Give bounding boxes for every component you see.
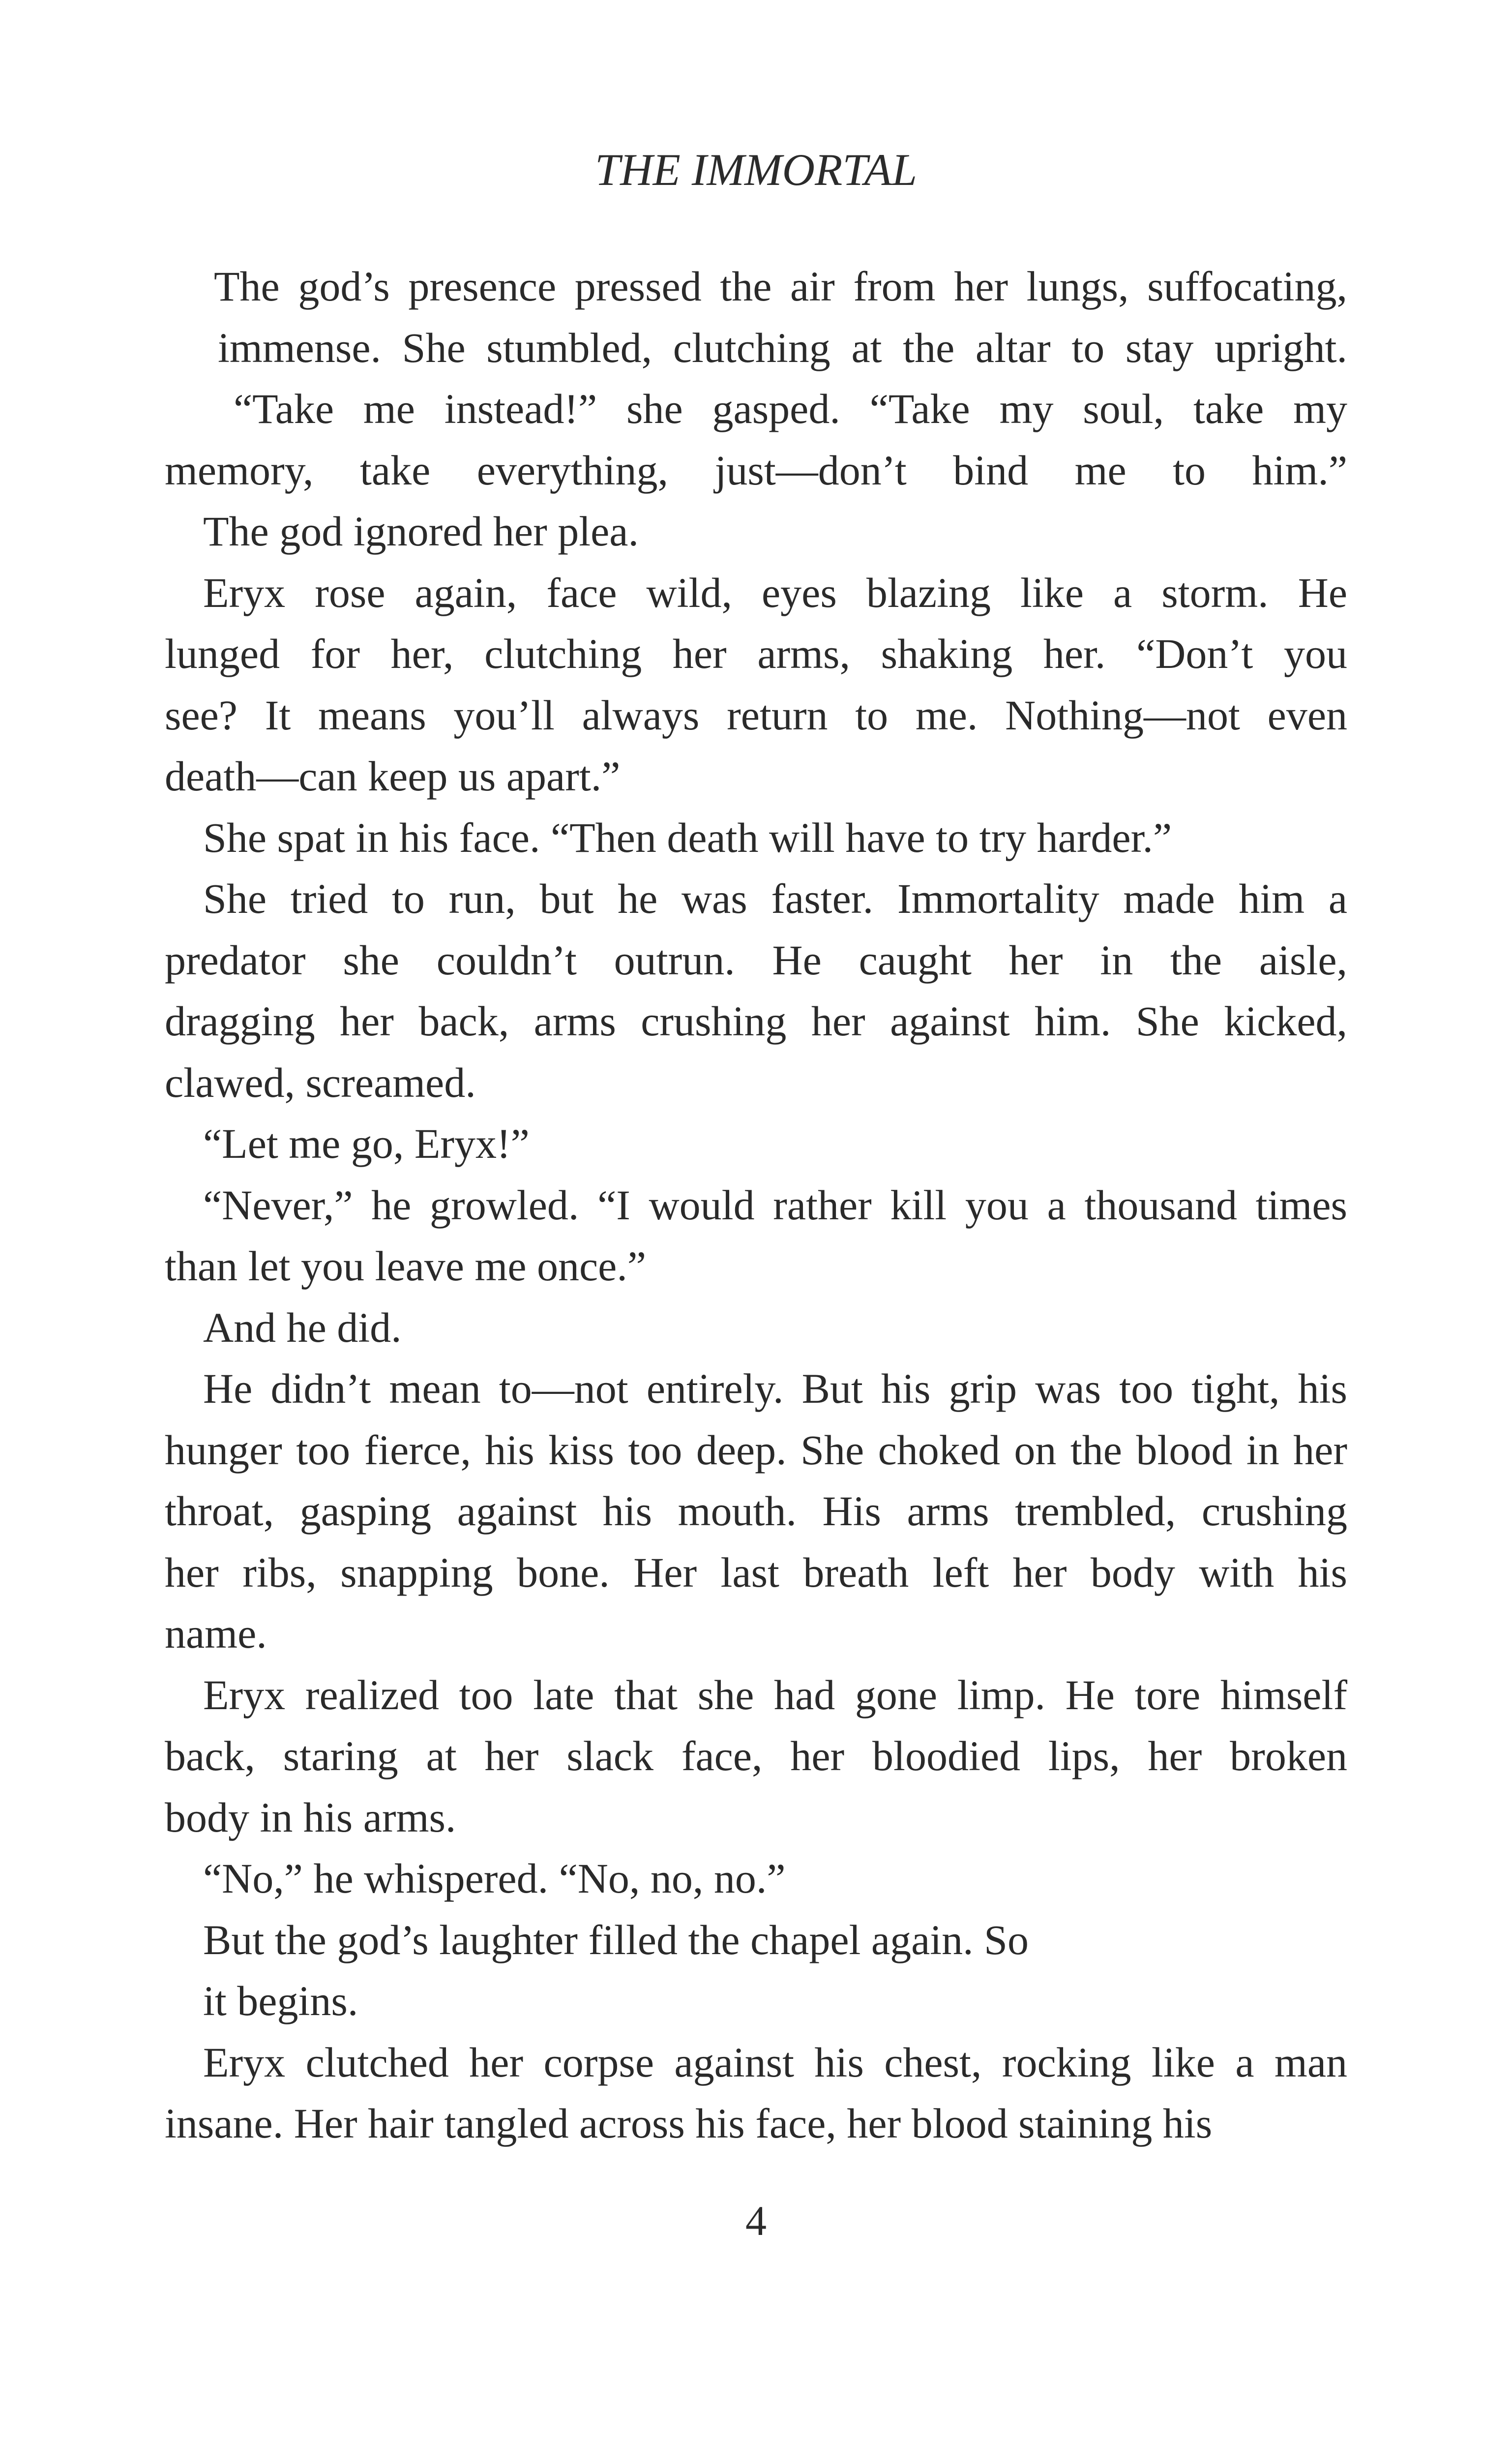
text-line-24: Eryx realized too late that she had gone limp. He tore himself	[203, 1671, 1347, 1719]
running-head: THE IMMORTAL	[594, 145, 918, 195]
text-line-12: predator she couldn’t outrun. He caught her in the aisle,	[165, 936, 1347, 984]
text-line-25: back, staring at her slack face, her bloodied lips, her broken	[165, 1732, 1347, 1779]
text-line-16: “Never,” he growled. “I would rather kill you a thousand times	[203, 1181, 1347, 1229]
text-line-19: He didn’t mean to—not entirely. But his grip was too tight, his	[203, 1365, 1347, 1412]
text-line-13: dragging her back, arms crushing her against him. She kicked,	[165, 997, 1347, 1045]
page-number: 4	[745, 2197, 767, 2244]
body-text	[165, 256, 1347, 2154]
text-line-4: memory, take everything, just—don’t bind me to him.”	[165, 446, 1347, 494]
text-line-31: insane. Her hair tangled across his face, her blood staining his	[165, 2100, 1213, 2147]
text-line-6: Eryx rose again, face wild, eyes blazing like a storm. He	[203, 569, 1347, 616]
text-line-2: immense. She stumbled, clutching at the altar to stay upright.	[218, 324, 1347, 371]
text-line-21: throat, gasping against his mouth. His arms trembled, crushing	[165, 1487, 1347, 1535]
text-line-26: body in his arms.	[165, 1793, 456, 1841]
text-line-20: hunger too fierce, his kiss too deep. She choked on the blood in her	[165, 1426, 1347, 1474]
text-line-3: “Take me instead!” she gasped. “Take my soul, take my	[234, 385, 1347, 432]
text-line-17: than let you leave me once.”	[165, 1242, 647, 1290]
text-line-9: death—can keep us apart.”	[165, 753, 621, 800]
text-line-14: clawed, screamed.	[165, 1058, 476, 1106]
text-line-5: The god ignored her plea.	[203, 508, 639, 555]
text-line-27: “No,” he whispered. “No, no, no.”	[203, 1855, 786, 1902]
text-line-30: Eryx clutched her corpse against his chest, rocking like a man	[203, 2038, 1347, 2086]
text-line-22: her ribs, snapping bone. Her last breath left her body with his	[165, 1548, 1347, 1596]
text-line-8: see? It means you’ll always return to me. Nothing—not even	[165, 691, 1347, 739]
text-line-11: She tried to run, but he was faster. Immortality made him a	[203, 875, 1347, 922]
text-line-1: The god’s presence pressed the air from her lungs, suffocating,	[214, 263, 1347, 310]
text-line-28: But the god’s laughter filled the chapel again. So	[203, 1916, 1029, 1963]
text-line-15: “Let me go, Eryx!”	[203, 1120, 530, 1167]
text-line-23: name.	[165, 1610, 267, 1657]
text-line-7: lunged for her, clutching her arms, shaking her. “Don’t you	[165, 630, 1347, 677]
text-line-18: And he did.	[203, 1303, 402, 1351]
text-line-10: She spat in his face. “Then death will have to try harder.”	[203, 814, 1172, 861]
text-line-29: it begins.	[203, 1977, 358, 2024]
